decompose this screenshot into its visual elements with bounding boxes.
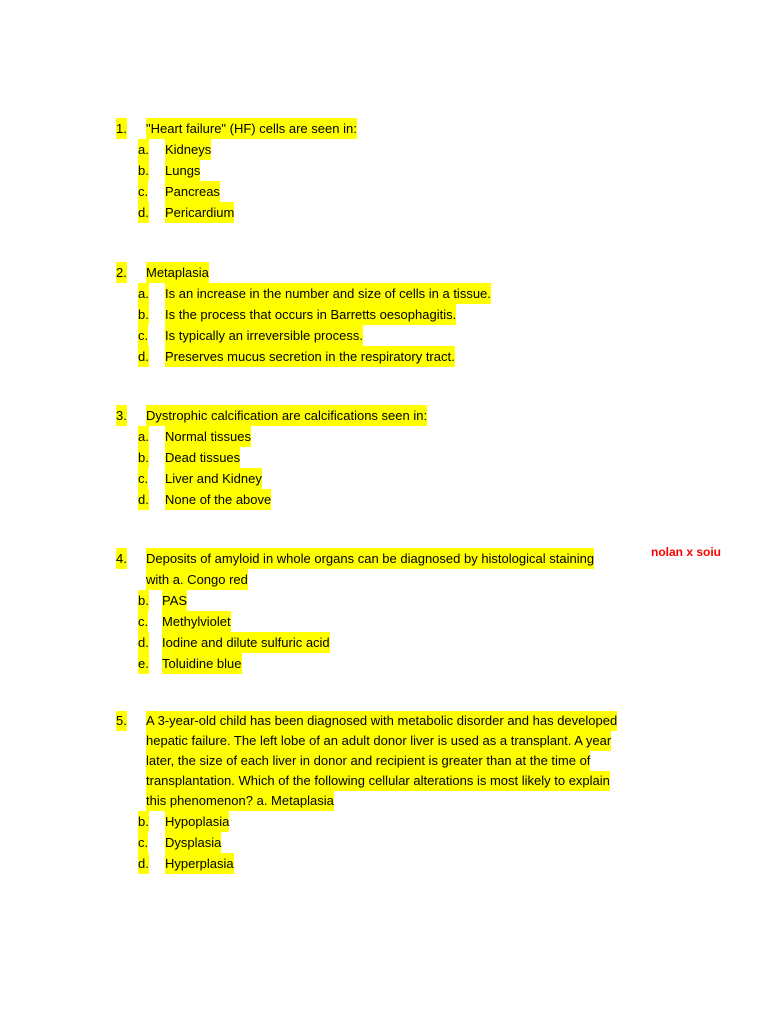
option-text: Methylviolet <box>162 611 231 632</box>
option-text: Dead tissues <box>165 447 240 468</box>
question-number: 4. <box>116 548 127 569</box>
option-letter: d. <box>138 202 149 223</box>
question-stem: Dystrophic calcification are calcifications seen in: <box>146 405 427 426</box>
option <box>116 426 676 447</box>
option-letter: d. <box>138 346 149 367</box>
option-text: Lungs <box>165 160 200 181</box>
option <box>116 283 676 304</box>
option-letter: b. <box>138 160 149 181</box>
option-text: PAS <box>162 590 187 611</box>
option-text: Preserves mucus secretion in the respiratory tract. <box>165 346 455 367</box>
option-text: Hypoplasia <box>165 811 229 832</box>
option-letter: c. <box>138 468 148 489</box>
option <box>116 632 676 653</box>
question-1 <box>116 118 676 223</box>
option <box>116 160 676 181</box>
option-letter: d. <box>138 632 149 653</box>
option <box>116 590 676 611</box>
option-letter: e. <box>138 653 149 674</box>
question-4 <box>116 548 676 674</box>
question-3 <box>116 405 676 510</box>
question-stem-line: this phenomenon? a. Metaplasia <box>146 791 334 811</box>
option-letter: b. <box>138 304 149 325</box>
option-letter: c. <box>138 832 148 853</box>
option <box>116 304 676 325</box>
option-text: Kidneys <box>165 139 211 160</box>
option <box>116 468 676 489</box>
option <box>116 853 676 874</box>
option-letter: a. <box>138 283 149 304</box>
option-letter: c. <box>138 611 148 632</box>
option-text: Pancreas <box>165 181 220 202</box>
option-letter: b. <box>138 447 149 468</box>
question-number: 2. <box>116 262 127 283</box>
option-letter: c. <box>138 181 148 202</box>
option-letter: d. <box>138 853 149 874</box>
option <box>116 346 676 367</box>
option-letter: d. <box>138 489 149 510</box>
question-5 <box>116 711 676 874</box>
question-number: 5. <box>116 711 127 731</box>
question-number: 3. <box>116 405 127 426</box>
question-stem-line: A 3-year-old child has been diagnosed with metabolic disorder and has developed <box>146 711 617 731</box>
option-text: Pericardium <box>165 202 234 223</box>
option-letter: a. <box>138 426 149 447</box>
option-text: Is the process that occurs in Barretts oesophagitis. <box>165 304 456 325</box>
question-stem: "Heart failure" (HF) cells are seen in: <box>146 118 357 139</box>
question-stem-line: hepatic failure. The left lobe of an adult donor liver is used as a transplant. A year <box>146 731 611 751</box>
question-2 <box>116 262 676 367</box>
option-text: Is typically an irreversible process. <box>165 325 363 346</box>
option <box>116 611 676 632</box>
option-text: Normal tissues <box>165 426 251 447</box>
option <box>116 202 676 223</box>
option <box>116 811 676 832</box>
option <box>116 489 676 510</box>
option-letter: a. <box>138 139 149 160</box>
question-stem: Deposits of amyloid in whole organs can be diagnosed by histological staining <box>146 548 594 569</box>
option-letter: c. <box>138 325 148 346</box>
question-stem-line: transplantation. Which of the following cellular alterations is most likely to explain <box>146 771 610 791</box>
option-text: Iodine and dilute sulfuric acid <box>162 632 330 653</box>
option-text: Hyperplasia <box>165 853 234 874</box>
option-text: Liver and Kidney <box>165 468 262 489</box>
question-stem-continued: with a. Congo red <box>146 569 248 590</box>
option-letter: b. <box>138 811 149 832</box>
option <box>116 181 676 202</box>
option <box>116 447 676 468</box>
option-text: Is an increase in the number and size of cells in a tissue. <box>165 283 491 304</box>
option <box>116 832 676 853</box>
option-letter: b. <box>138 590 149 611</box>
question-number: 1. <box>116 118 127 139</box>
option-text: Toluidine blue <box>162 653 242 674</box>
option <box>116 139 676 160</box>
option-text: None of the above <box>165 489 271 510</box>
option <box>116 325 676 346</box>
question-stem-line: later, the size of each liver in donor and recipient is greater than at the time of <box>146 751 590 771</box>
watermark-text: nolan x soiu <box>651 545 722 559</box>
option <box>116 653 676 674</box>
question-stem: Metaplasia <box>146 262 209 283</box>
option-text: Dysplasia <box>165 832 221 853</box>
